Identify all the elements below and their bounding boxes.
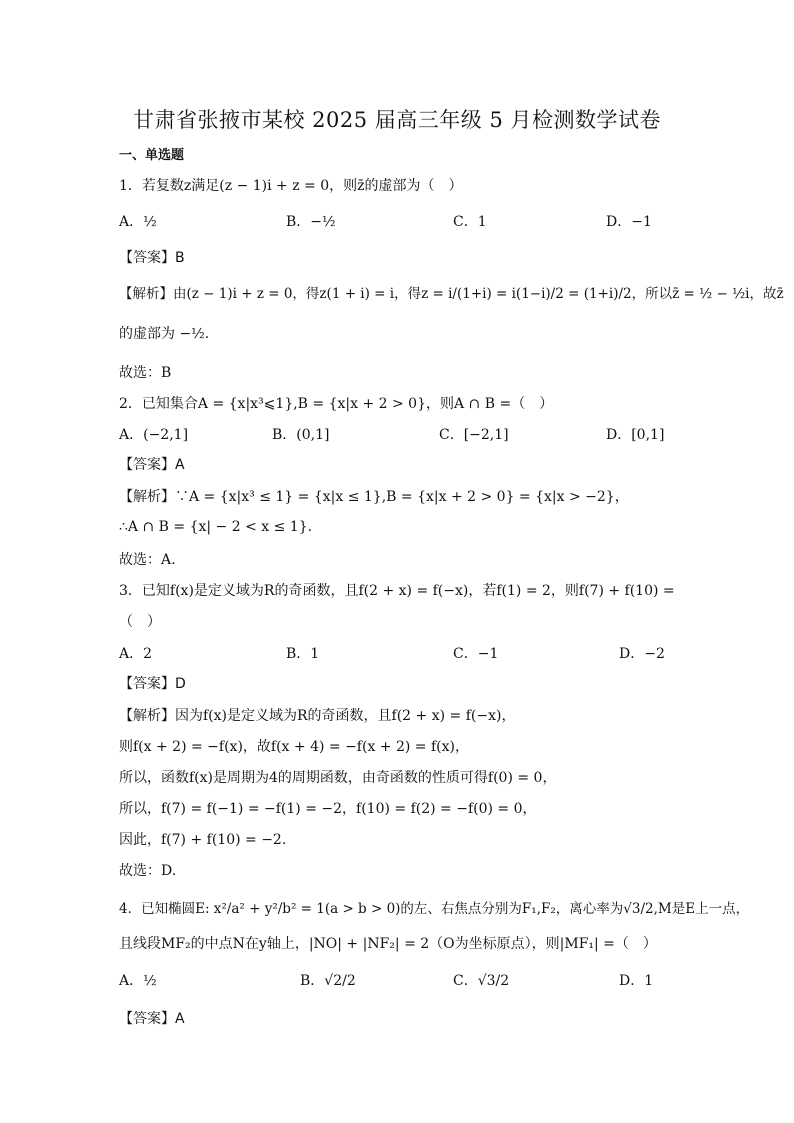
q2-analysis-line1: 【解析】∵A = {x|x³ ≤ 1} = {x|x ≤ 1},B = {x|x + 2 > 0} = {x|x > −2}，	[119, 489, 629, 505]
q3-analysis-line2: 则f(x + 2) = −f(x)，故f(x + 4) = −f(x + 2) = f(x)，	[119, 739, 469, 755]
q4-option-d: D．1	[619, 973, 654, 989]
q2-choose: 故选：A.	[119, 552, 176, 568]
q1-option-a: A．½	[119, 214, 157, 230]
page-title: 甘肃省张掖市某校 2025 届高三年级 5 月检测数学试卷	[132, 108, 661, 132]
q4-option-c: C．√3/2	[453, 973, 510, 989]
q4-stem-line1: 4．已知椭圆E: x²/a² + y²/b² = 1(a > b > 0)的左、右焦点分别为F₁,F₂，离心率为√3/2,M是E上一点，	[119, 901, 750, 917]
q1-option-d: D．−1	[606, 214, 652, 230]
q1-answer: 【答案】B	[119, 250, 185, 266]
q2-option-c: C．[−2,1]	[439, 427, 509, 443]
q3-option-b: B．1	[286, 646, 320, 662]
q3-option-d: D．−2	[619, 646, 665, 662]
q2-stem: 2．已知集合A = {x|x³⩽1},B = {x|x + 2 > 0}，则A ∩ B =（ ）	[119, 396, 554, 412]
q4-option-b: B．√2/2	[300, 973, 356, 989]
q2-answer: 【答案】A	[119, 457, 185, 473]
section-heading: 一、单选题	[119, 148, 185, 163]
q3-stem-line1: 3．已知f(x)是定义域为R的奇函数，且f(2 + x) = f(−x)，若f(1) = 2，则f(7) + f(10) =	[119, 583, 675, 599]
q1-option-b: B．−½	[286, 214, 336, 230]
q3-stem-line2: （ ）	[119, 614, 161, 630]
q3-analysis-line4: 所以，f(7) = f(−1) = −f(1) = −2，f(10) = f(2) = −f(0) = 0，	[119, 801, 537, 817]
q3-option-a: A．2	[119, 646, 153, 662]
q1-analysis-line2: 的虚部为 −½.	[119, 326, 210, 342]
q2-option-b: B．(0,1]	[272, 427, 330, 443]
q3-analysis-line1: 【解析】因为f(x)是定义域为R的奇函数，且f(2 + x) = f(−x)，	[119, 708, 516, 724]
q3-analysis-line3: 所以，函数f(x)是周期为4的周期函数，由奇函数的性质可得f(0) = 0，	[119, 770, 557, 786]
q2-analysis-line2: ∴A ∩ B = {x| − 2 < x ≤ 1}.	[119, 519, 313, 535]
q3-analysis-line5: 因此，f(7) + f(10) = −2.	[119, 832, 287, 848]
q4-option-a: A．½	[119, 973, 157, 989]
q3-option-c: C．−1	[453, 646, 499, 662]
q1-analysis-line1: 【解析】由(z − 1)i + z = 0，得z(1 + i) = i，得z = i/(1+i) = i(1−i)/2 = (1+i)/2，所以z̄ = ½ − ½i，故z̄	[119, 286, 784, 302]
q1-choose: 故选：B	[119, 365, 172, 381]
q2-option-a: A．(−2,1]	[119, 427, 189, 443]
q3-choose: 故选：D.	[119, 863, 177, 879]
q4-answer: 【答案】A	[119, 1011, 185, 1027]
q3-answer: 【答案】D	[119, 676, 186, 692]
q1-stem: 1．若复数z满足(z − 1)i + z = 0，则z̄的虚部为（ ）	[119, 178, 463, 194]
q4-stem-line2: 且线段MF₂的中点N在y轴上，|NO| + |NF₂| = 2（O为坐标原点），则|MF₁| =（ ）	[119, 936, 657, 952]
q2-option-d: D．[0,1]	[606, 427, 665, 443]
q1-option-c: C．1	[453, 214, 487, 230]
